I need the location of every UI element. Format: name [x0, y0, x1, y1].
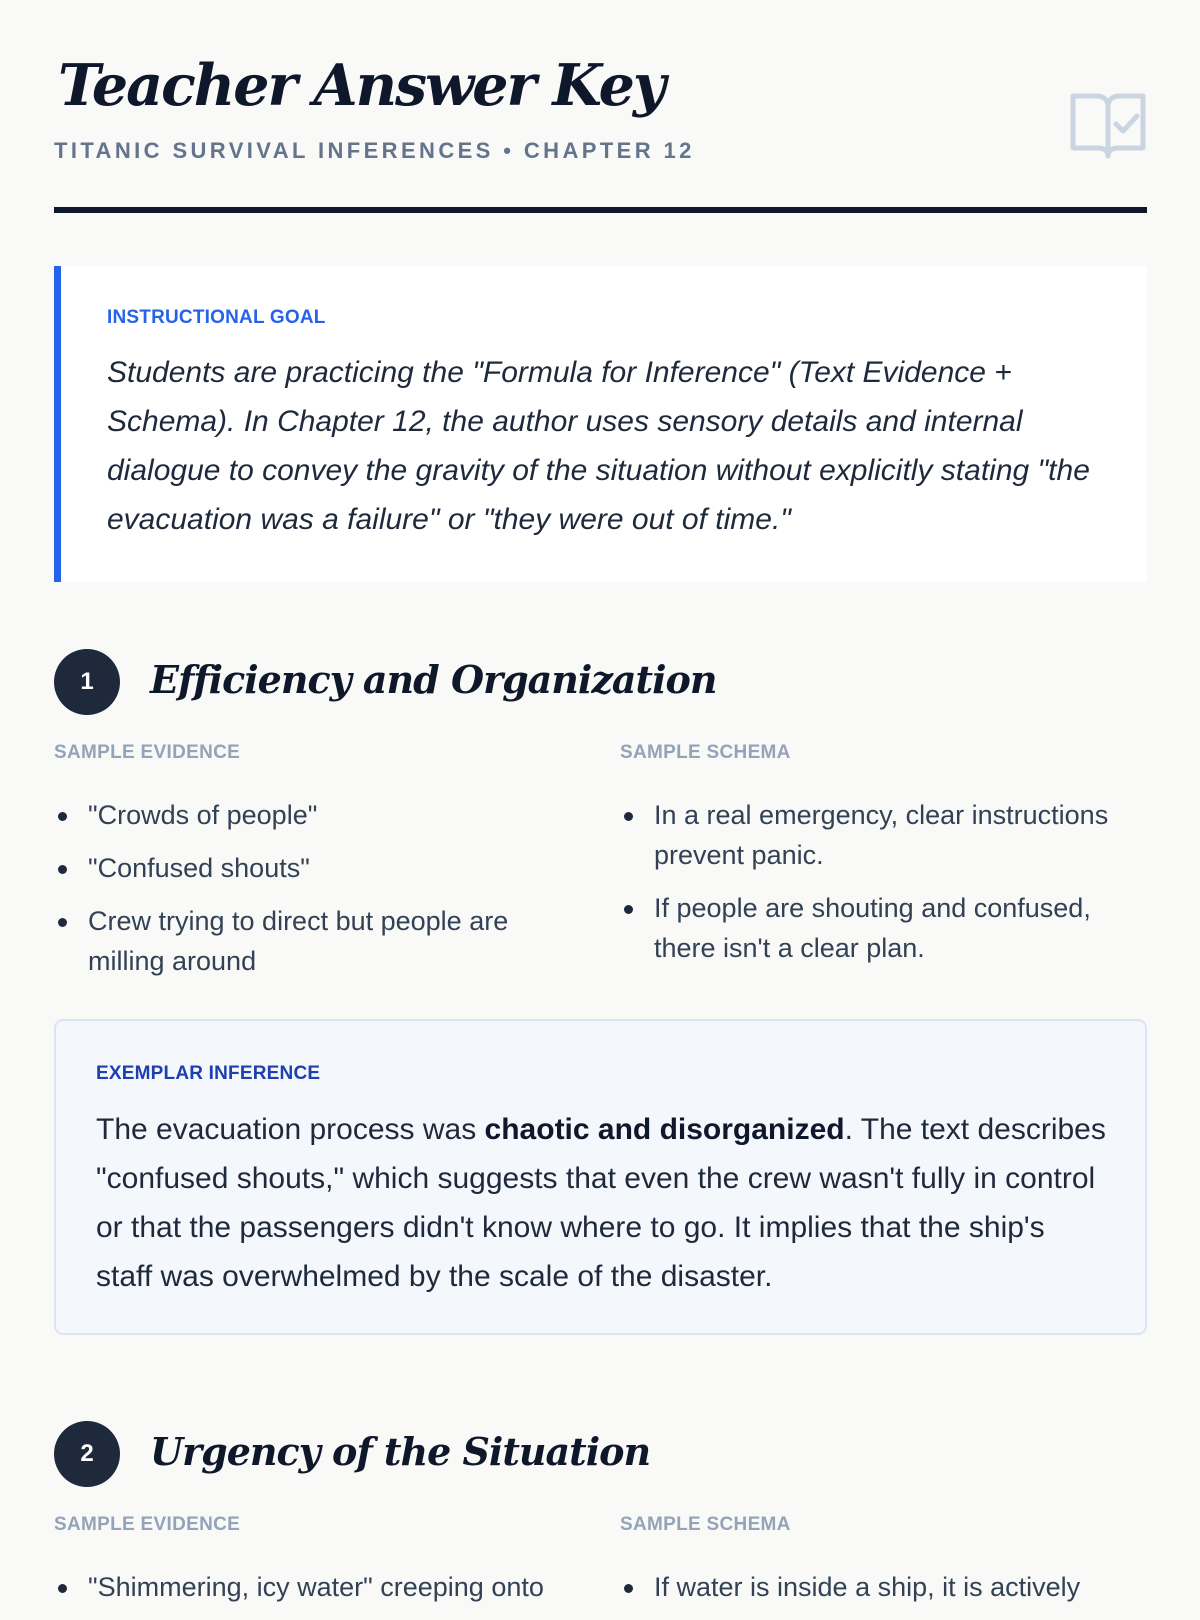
evidence-label: SAMPLE EVIDENCE [54, 1514, 241, 1535]
section-title: Urgency of the Situation [150, 1429, 651, 1474]
page-subtitle: TITANIC SURVIVAL INFERENCES • CHAPTER 12 [54, 138, 695, 163]
exemplar-emphasis: chaotic and disorganized [484, 1113, 845, 1146]
evidence-list [54, 795, 534, 994]
evidence-item: "Crowds of people" [54, 795, 534, 835]
schema-label: SAMPLE SCHEMA [620, 742, 791, 763]
book-open-check-icon [1069, 90, 1147, 162]
evidence-item: Crew trying to direct but people are milling around [54, 901, 534, 981]
evidence-list [54, 1567, 614, 1620]
exemplar-inference-box [54, 1019, 1147, 1335]
exemplar-text-start: The evacuation process was [96, 1113, 485, 1146]
page-header [54, 0, 1147, 214]
goal-label: INSTRUCTIONAL GOAL [107, 307, 326, 328]
schema-list [620, 795, 1110, 981]
schema-item: In a real emergency, clear instructions prevent panic. [620, 795, 1110, 875]
instructional-goal-callout [54, 266, 1147, 582]
exemplar-text-end: . The text describes "confused shouts," which suggests that even the crew wasn't fully in control or that the passengers didn't know where to go. It implies that the ship's staff was overwhelmed by the scale of the disaster. [96, 1113, 1106, 1293]
schema-label: SAMPLE SCHEMA [620, 1514, 791, 1535]
exemplar-text [96, 1105, 1106, 1301]
page-title: Teacher Answer Key [58, 52, 665, 119]
section-title: Efficiency and Organization [150, 657, 717, 702]
schema-item: If people are shouting and confused, there isn't a clear plan. [620, 888, 1110, 968]
evidence-item: "Confused shouts" [54, 848, 534, 888]
schema-item: If water is inside a ship, it is actively [620, 1567, 1110, 1607]
schema-list [620, 1567, 1110, 1620]
evidence-item: "Shimmering, icy water" creeping onto [54, 1567, 614, 1607]
section-number-badge: 2 [54, 1421, 120, 1487]
exemplar-label: EXEMPLAR INFERENCE [96, 1063, 321, 1084]
goal-text: Students are practicing the "Formula for Inference" (Text Evidence + Schema). In Chapter 12, the author uses sensory details and internal dialogue to convey the gravity of the situation without explicitly stating "the evacuation was a failure" or "they were out of time." [107, 356, 1090, 536]
header-divider [54, 207, 1147, 213]
evidence-label: SAMPLE EVIDENCE [54, 742, 241, 763]
section-number-badge: 1 [54, 649, 120, 715]
answer-key-page [54, 0, 1147, 1602]
